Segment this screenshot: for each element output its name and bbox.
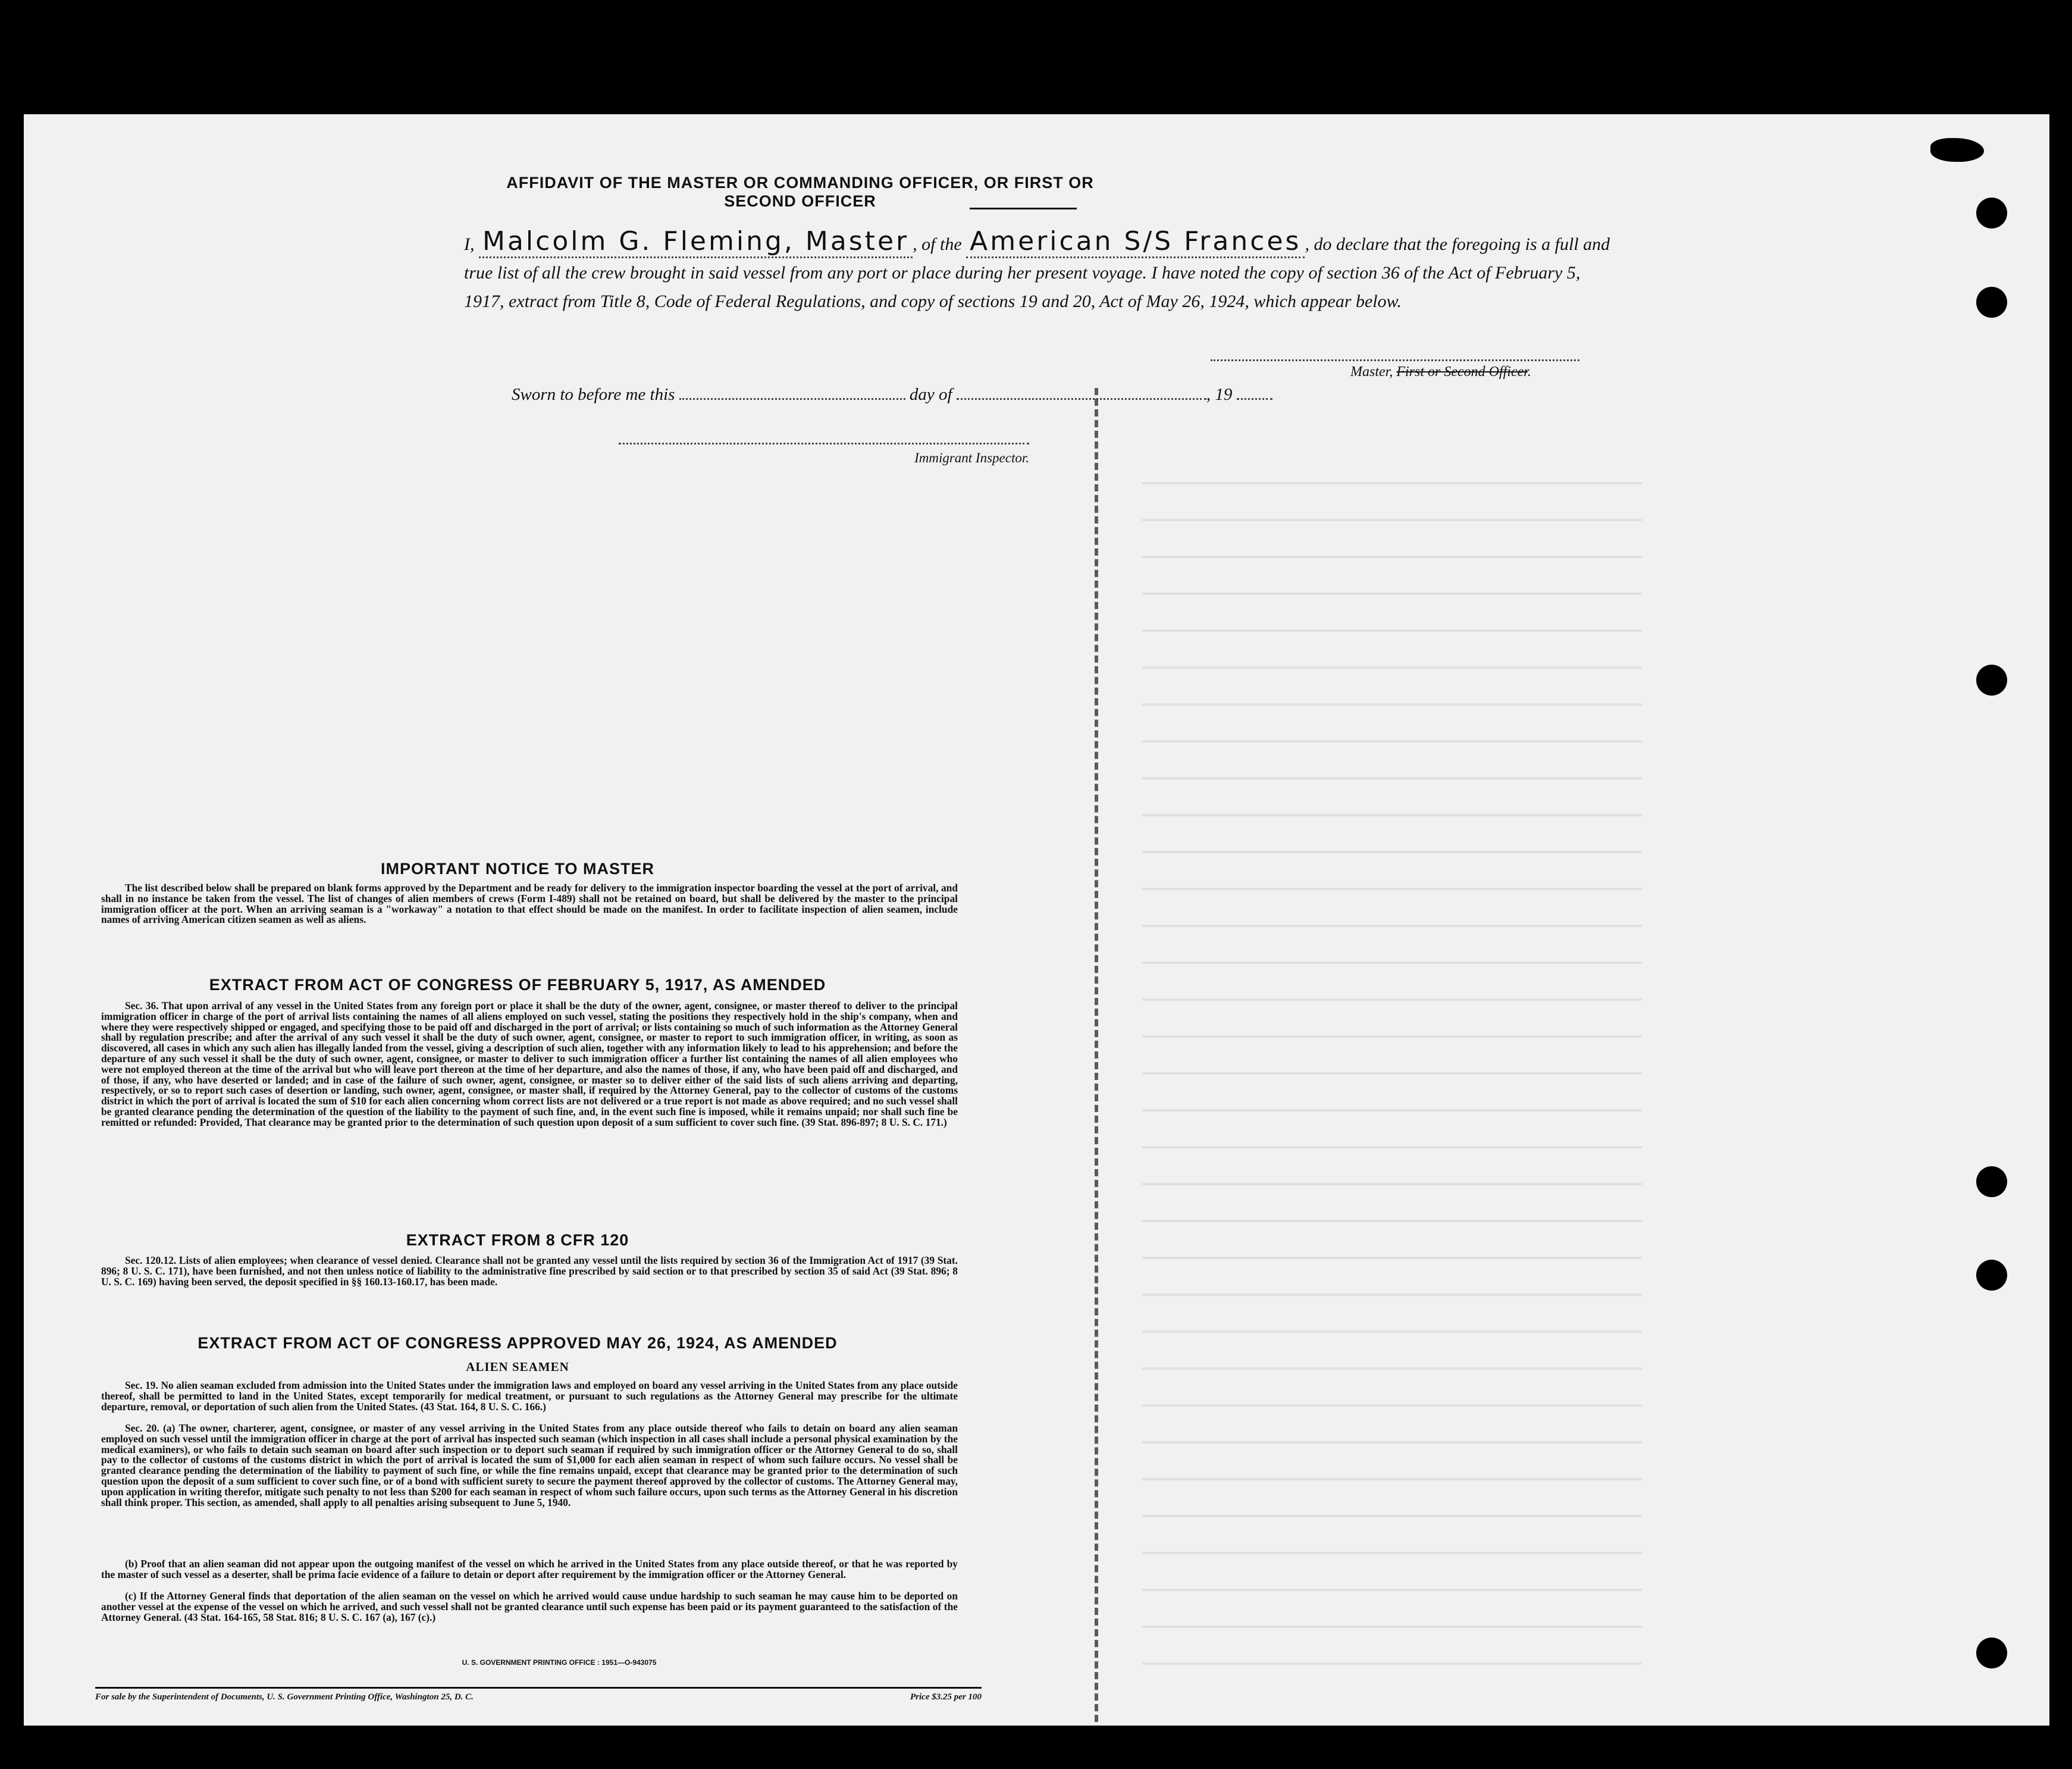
extract-1917-title: EXTRACT FROM ACT OF CONGRESS OF FEBRUARY 5, 1917, AS AMENDED	[209, 976, 826, 994]
affidavit-title: AFFIDAVIT OF THE MASTER OR COMMANDING OFFICER, OR FIRST OR SECOND OFFICER	[506, 174, 1094, 210]
sworn-prefix: Sworn to before me this	[512, 385, 675, 404]
vessel-name-handwritten: American S/S Frances	[966, 226, 1305, 258]
sig-master: Master,	[1350, 364, 1393, 380]
declaration-text: that the foregoing is a full and true list of all the crew brought in said vessel from any port or place during her present voyage. I have noted the copy of section 36 of the Act of February 5, 1917, extract from Title 8, Code of Federal Regulations, and copy of sections 19 and 20, Act of May 26, 1924, which appear below.	[464, 234, 1610, 311]
declaration-do-declare: , do declare	[1305, 234, 1389, 254]
for-sale-note: For sale by the Superintendent of Documents, U. S. Government Printing Office, Washington 25, D. C.	[95, 1692, 474, 1702]
sworn-date-blank	[679, 398, 905, 400]
extract-1917-text: Sec. 36. That upon arrival of any vessel in the United States from any foreign port or place it shall be the duty of the owner, agent, consignee, or master thereof to deliver to the principal immigration officer in charge of the port of arrival lists containing the names of all aliens employed on such vessel, stating the positions they respectively hold in the ship's company, when and where they were respectively shipped or engaged, and specifying those to be paid off and discharged in the port of arrival; or lists containing so much of such information as the Attorney General shall by regulation prescribe; and after the arrival of any such vessel it shall be the duty of such owner, agent, consignee, or master to report to such immigration officer, in writing, as soon as discovered, all cases in which any such alien has illegally landed from the vessel, giving a description of such alien, together with any information likely to lead to his apprehension; and before the departure of any such vessel it shall be the duty of such owner, agent, consignee, or master to deliver to such immigration officer a further list containing the names of all alien employees who were not employed thereon at the time of the arrival but who will leave port thereon at the time of her departure, and also the names of those, if any, who have been paid off and discharged, and of those, if any, who have deserted or landed; and in case of the failure of such owner, agent, consignee, or master so to deliver either of the said lists of such aliens arriving and departing, respectively, or so to report such cases of desertion or landing, such owner, agent, consignee, or master shall, if required by the Attorney General, pay to the collector of customs of the customs district in which the port of arrival is located the sum of $10 for each alien concerning whom correct lists are not delivered or a true report is not made as above required; and no such vessel shall be granted clearance pending the determination of the question of the liability to the payment of such fine, and, in the event such fine is imposed, while it remains unpaid; nor shall such fine be remitted or refunded: Provided, That clearance may be granted prior to the determination of such question upon deposit of a sum sufficient to cover such fine. (39 Stat. 896-897; 8 U. S. C. 171.)	[101, 1000, 958, 1128]
extract-1924-title: EXTRACT FROM ACT OF CONGRESS APPROVED MAY 26, 1924, AS AMENDED	[198, 1334, 838, 1352]
punch-hole	[1976, 665, 2007, 696]
extract-1924-sec20b: (b) Proof that an alien seaman did not appear upon the outgoing manifest of the vessel on which he arrived in the United States from any place outside thereof, or that he was reported by the master of such vessel as a deserter, shall be prima facie evidence of a failure to detain or deport after requirement by the immigration officer or the Attorney General.	[101, 1558, 958, 1580]
declaration-i: I,	[464, 234, 475, 254]
extract-1924-sec20a: Sec. 20. (a) The owner, charterer, agent, consignee, or master of any vessel arriving in the United States from any place outside thereof who fails to detain on board any alien seaman employed on such vessel until the immigration officer in charge at the port of arrival has inspected such seaman (which inspection in all cases shall include a personal physical examination by the medical examiners), or who fails to detain such seaman on board after such inspection or to deport such seaman if required by such immigration officer or the Attorney General to do so, shall pay to the collector of customs of the customs district in which the port of arrival is located the sum of $1,000 for each alien seaman in respect of whom such failure occurs. No vessel shall be granted clearance pending the determination of the liability to payment of such fine, or while the fine remains unpaid, except that clearance may be granted prior to the determination of such question upon the deposit of a sum sufficient to cover such fine, or of a bond with sufficient surety to secure the payment thereof approved by the collector of customs. The Attorney General may, upon application in writing therefor, mitigate such penalty to not less than $200 for each seaman in respect of whom such failure occurs, upon such terms as the Attorney General in his discretion shall think proper. This section, as amended, shall apply to all penalties arising subsequent to June 5, 1940.	[101, 1422, 958, 1508]
master-signature-line	[1211, 359, 1579, 361]
master-signature-label	[1350, 364, 1600, 380]
affidavit-declaration	[464, 227, 1618, 316]
extract-cfr-title: EXTRACT FROM 8 CFR 120	[406, 1231, 629, 1249]
price-note: Price $3.25 per 100	[910, 1692, 982, 1702]
punch-hole	[1976, 287, 2007, 318]
footer-rule	[95, 1687, 982, 1689]
inspector-label: Immigrant Inspector.	[914, 450, 1029, 465]
notice-title: IMPORTANT NOTICE TO MASTER	[381, 860, 654, 878]
sig-period: .	[1527, 364, 1531, 380]
title-rule	[970, 208, 1077, 209]
fold-crease	[1095, 388, 1098, 1726]
notice-text: The list described below shall be prepared on blank forms approved by the Department and be ready for delivery to the immigration inspector boarding the vessel at the port of arrival, and shall in no instance be taken from the vessel. The list of changes of alien members of crews (Form I-489) shall not be retained on board, but shall be delivered by the master to the principal immigration officer at the port. When an arriving seaman is a "workaway" a notation to that effect should be made on the manifest. In order to facilitate inspection of alien seamen, include names of arriving American citizen seamen as well as aliens.	[101, 882, 958, 926]
sworn-year: , 19	[1206, 385, 1233, 404]
bleed-through-columns	[1142, 447, 1642, 1697]
binding-tack	[1930, 138, 1984, 162]
punch-hole	[1976, 1166, 2007, 1197]
sworn-line	[512, 385, 1356, 405]
inspector-signature-line	[619, 443, 1029, 444]
sworn-year-blank	[1237, 398, 1272, 400]
punch-hole	[1976, 1260, 2007, 1291]
punch-hole	[1976, 198, 2007, 228]
punch-hole	[1976, 1638, 2007, 1668]
alien-seamen-subtitle: ALIEN SEAMEN	[466, 1360, 569, 1374]
extract-cfr-text: Sec. 120.12. Lists of alien employees; when clearance of vessel denied. Clearance shall not be granted any vessel until the lists required by section 36 of the Immigration Act of 1917 (39 Stat. 896; 8 U. S. C. 171), have been furnished, and not then unless notice of liability to the administrative fine prescribed by said section or to that prescribed by section 35 of said Act (39 Stat. 896; 8 U. S. C. 169) having been served, the deposit specified in §§ 160.13-160.17, has been made.	[101, 1254, 958, 1288]
declaration-of-the: , of the	[913, 234, 962, 254]
extract-1924-sec20c: (c) If the Attorney General finds that deportation of the alien seaman on the vessel on which he arrived would cause undue hardship to such seaman he may cause him to be deported on another vessel at the expense of the vessel on which he arrived, and such vessel shall not be granted clearance until such expense has been paid or its payment guaranteed to the satisfaction of the Attorney General. (43 Stat. 164-165, 58 Stat. 816; 8 U. S. C. 167 (a), 167 (c).)	[101, 1590, 958, 1623]
sworn-day-of: day of	[909, 385, 952, 404]
document-page	[24, 114, 2049, 1726]
master-name-handwritten: Malcolm G. Fleming, Master	[479, 226, 913, 258]
extract-1924-sec19: Sec. 19. No alien seaman excluded from admission into the United States under the immigration laws and employed on board any vessel arriving in the United States from any place outside thereof, shall be permitted to land in the United States, except temporarily for medical treatment, or pursuant to such regulations as the Attorney General may prescribe for the ultimate departure, removal, or deportation of such alien from the United States. (43 Stat. 164, 8 U. S. C. 166.)	[101, 1379, 958, 1413]
sworn-month-blank	[957, 398, 1206, 400]
gpo-imprint: U. S. GOVERNMENT PRINTING OFFICE : 1951—O-943075	[462, 1658, 657, 1667]
sig-struck-officer: First or Second Officer	[1396, 364, 1528, 380]
